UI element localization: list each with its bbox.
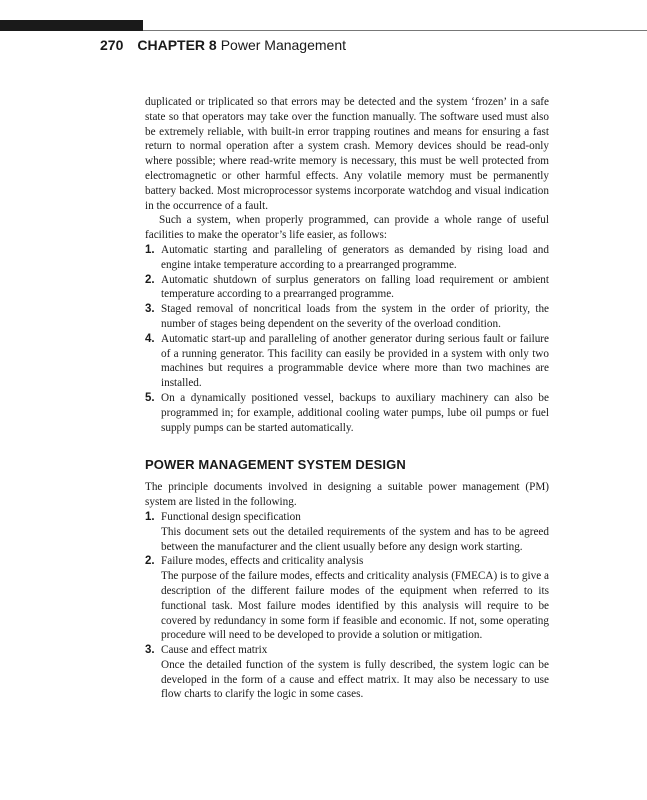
- intro-paragraph: duplicated or triplicated so that errors may be detected and the system ‘frozen’ in a safe state so that operators may take over the function manually. The software used must also be extremely reliable, with built-in error trapping routines and means for ensuring a fast return to normal operation after a system crash. Memory devices should be read-only where possible; where read-write memory is necessary, this must be well protected from electromagnetic or other harmful effects. Any volatile memory must be permanently battery backed. Most microprocessor systems incorporate watchdog and visual indication in the occurrence of a fault.: [145, 96, 549, 212]
- page-number: 270: [100, 37, 124, 53]
- document-title: Cause and effect matrix: [161, 644, 268, 657]
- list-item: [145, 273, 549, 303]
- list-item-text: Automatic start-up and paralleling of another generator during serious fault or failure of a running generator. This facility can easily be provided in a system with only two machines but requires a programmable device where more than two machines are installed.: [161, 332, 549, 390]
- running-header: [100, 36, 346, 54]
- document-title: Functional design specification: [161, 510, 301, 523]
- list-number: 2.: [145, 273, 155, 286]
- section-intro: The principle documents involved in designing a suitable power management (PM) system are listed in the following.: [145, 481, 549, 509]
- document-description: Once the detailed function of the system is fully described, the system logic can be developed in the form of a cause and effect matrix. It may also be necessary to use flow charts to clarify the logic in some cases.: [161, 658, 549, 701]
- list-number: 5.: [145, 391, 155, 404]
- list-item: [145, 510, 549, 554]
- list-number: 4.: [145, 332, 155, 345]
- list-item: [145, 332, 549, 391]
- list-item: [145, 243, 549, 273]
- list-item-text: On a dynamically positioned vessel, backups to auxiliary machinery can also be programmed in; for example, additional cooling water pumps, lube oil pumps or fuel supply pumps can be started automatically.: [161, 391, 549, 434]
- documents-list: [145, 510, 549, 702]
- chapter-title: Power Management: [220, 37, 347, 53]
- document-description: The purpose of the failure modes, effects and criticality analysis (FMECA) is to give a description of the different failure modes of the equipment when referred to its functional task. Most failure modes identified by this analysis will require to be covered by redundancy in some form if feasible and economic. If not, some operating procedure will need to be developed to provide a solution or mitigation.: [161, 570, 549, 642]
- document-description: This document sets out the detailed requirements of the system and has to be agreed between the manufacturer and the client usually before any design work starting.: [161, 525, 549, 553]
- header-black-bar: [0, 20, 143, 31]
- document-title: Failure modes, effects and criticality analysis: [161, 555, 364, 568]
- list-item: [145, 554, 549, 643]
- list-number: 1.: [145, 510, 155, 523]
- list-number: 1.: [145, 243, 155, 256]
- list-number: 3.: [145, 644, 155, 657]
- list-item-text: Automatic starting and paralleling of generators as demanded by rising load and engine intake temperature according to a prearranged programme.: [161, 243, 549, 271]
- header-rule: [143, 30, 647, 31]
- list-number: 3.: [145, 303, 155, 316]
- facilities-paragraph: Such a system, when properly programmed, can provide a whole range of useful facilities to make the operator’s life easier, as follows:: [145, 214, 549, 242]
- chapter-number: CHAPTER 8: [137, 37, 217, 53]
- list-item-text: Automatic shutdown of surplus generators on falling load requirement or ambient temperature according to a prearranged programme.: [161, 273, 549, 301]
- list-item: [145, 643, 549, 702]
- list-item: [145, 391, 549, 435]
- page-body: [145, 95, 549, 702]
- list-number: 2.: [145, 555, 155, 568]
- list-item-text: Staged removal of noncritical loads from the system in the order of priority, the number of stages being dependent on the severity of the overload condition.: [161, 303, 549, 330]
- list-item: [145, 302, 549, 332]
- section-heading: POWER MANAGEMENT SYSTEM DESIGN: [145, 457, 406, 473]
- facilities-list: [145, 243, 549, 435]
